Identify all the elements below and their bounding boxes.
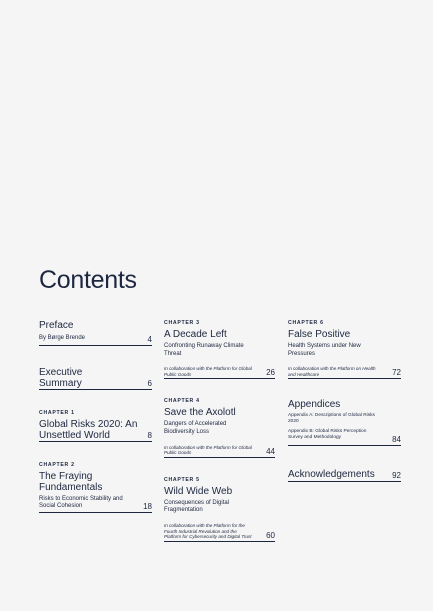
chapter-label: CHAPTER 6 — [288, 320, 324, 326]
collaboration-note: In collaboration with the Platform on Health and Healthcare — [288, 366, 376, 377]
entry-title: Executive Summary — [39, 366, 83, 389]
collaboration-note: In collaboration with the Platform for Global Public Goods — [164, 366, 252, 377]
entry-subtitle: Consequences of Digital Fragmentation — [164, 499, 230, 514]
entry-title: Preface — [39, 320, 74, 331]
entry-title: A Decade Left — [164, 329, 227, 340]
entry-subtitle: Dangers of Accelerated Biodiversity Loss — [164, 421, 227, 435]
page-number: 4 — [147, 334, 152, 344]
page-number: 18 — [143, 501, 152, 511]
page-number: 6 — [147, 378, 152, 388]
appendix-a-item[interactable]: Appendix A: Descriptions of Global Risks 2020 — [288, 413, 375, 425]
chapter-label: CHAPTER 4 — [164, 398, 200, 405]
entry-title: Global Risks 2020: An Unsettled World — [39, 418, 138, 441]
page-number: 8 — [147, 430, 152, 440]
toc-entry-chapter-4[interactable] — [164, 398, 275, 457]
toc-entry-acknowledgements[interactable] — [288, 469, 401, 482]
chapter-label: CHAPTER 1 — [39, 409, 75, 416]
page-title: Contents — [39, 266, 137, 294]
chapter-label: CHAPTER 3 — [164, 320, 200, 326]
entry-title: The Fraying Fundamentals — [39, 470, 103, 493]
toc-entry-preface[interactable] — [39, 320, 152, 346]
entry-title: Save the Axolotl — [164, 407, 236, 419]
chapter-label: CHAPTER 2 — [39, 461, 75, 468]
entry-title: Acknowledgements — [288, 469, 375, 481]
collaboration-note: In collaboration with the Platform for Global Public Goods — [164, 444, 252, 456]
page-number: 26 — [266, 368, 275, 378]
entry-subtitle: Confronting Runaway Climate Threat — [164, 343, 244, 357]
toc-entry-chapter-6[interactable] — [288, 320, 401, 379]
toc-column-3 — [288, 320, 401, 482]
entry-title: Wild Wide Web — [164, 485, 233, 497]
entry-subtitle: Health Systems under New Pressures — [288, 343, 361, 357]
chapter-label: CHAPTER 5 — [164, 476, 200, 483]
toc-entry-chapter-3[interactable] — [164, 320, 275, 379]
toc-column-2 — [164, 320, 275, 542]
entry-title: Appendices — [288, 399, 341, 411]
page-number: 44 — [266, 446, 275, 456]
page-number: 72 — [392, 368, 401, 378]
toc-entry-executive-summary[interactable] — [39, 367, 152, 390]
page-number: 60 — [266, 530, 275, 540]
entry-subtitle: By Børge Brende — [39, 335, 86, 341]
toc-entry-chapter-5[interactable] — [164, 477, 275, 542]
collaboration-note: In collaboration with the Platform for the Fourth Industrial Revolution and the Platform for Cybersecurity and Digital Trust — [164, 522, 252, 540]
appendix-list — [288, 413, 401, 441]
toc-entry-chapter-1[interactable] — [39, 410, 152, 442]
toc-column-1 — [39, 320, 152, 513]
toc-entry-chapter-2[interactable] — [39, 462, 152, 513]
entry-subtitle: Risks to Economic Stability and Social Cohesion — [39, 495, 123, 510]
toc-entry-appendices[interactable] — [288, 399, 401, 446]
page-number: 92 — [392, 471, 401, 481]
appendix-b-item[interactable]: Appendix B: Global Risks Perception Survey and Methodology — [288, 429, 367, 441]
entry-title: False Positive — [288, 329, 351, 340]
page-number: 84 — [392, 435, 401, 445]
